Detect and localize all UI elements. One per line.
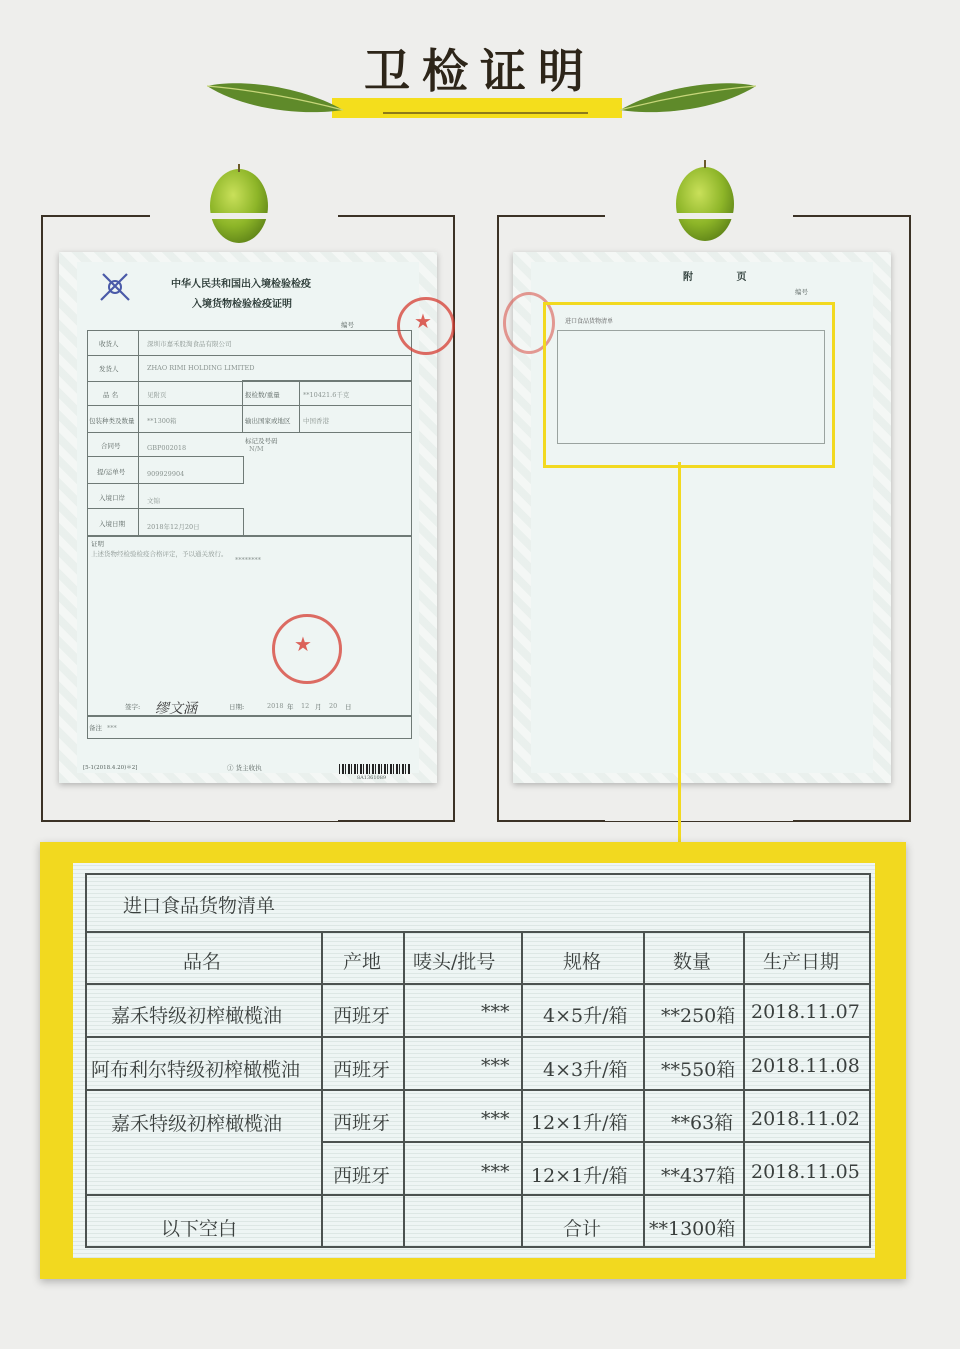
sign-day-unit: 日 (345, 703, 352, 711)
row-2-origin: 西班牙 (333, 1059, 391, 1081)
row-3-name: 嘉禾特级初榨橄榄油 (111, 1113, 283, 1135)
row-1-spec: 4×5升/箱 (543, 1005, 628, 1027)
appendix-heading: 附 页 (683, 272, 767, 283)
row-4-spec: 12×1升/箱 (531, 1165, 628, 1187)
row-3-mark: *** (481, 1108, 510, 1130)
remarks-label: 备注 (89, 724, 102, 732)
barcode (339, 764, 411, 774)
declared-qty-label: 报检数/重量 (245, 391, 280, 399)
col-header-name: 品名 (183, 951, 222, 973)
cert-heading-2: 入境货物检验检疫证明 (192, 299, 292, 310)
declared-qty-value: **10421.6千克 (303, 391, 350, 399)
row-4-mark: *** (481, 1161, 510, 1183)
goods-list-table (81, 873, 871, 1248)
row-1-name: 嘉禾特级初榨橄榄油 (111, 1005, 283, 1027)
footer-copy-label: ① 货主收执 (227, 764, 262, 772)
cert-number-label: 编号 (341, 321, 354, 329)
row-2-spec: 4×3升/箱 (543, 1059, 628, 1081)
bill-label: 提/运单号 (97, 468, 126, 476)
sign-year: 2018 (267, 702, 284, 710)
zoom-table-title: 进口食品货物清单 (123, 895, 276, 917)
footer-code: [5-1(2018.4.20)＊2] (83, 765, 138, 771)
sign-month-unit: 月 (315, 703, 322, 711)
row-2-mark: *** (481, 1055, 510, 1077)
row-3-origin: 西班牙 (333, 1112, 391, 1134)
appendix-number-label: 编号 (795, 288, 808, 296)
row-4-date: 2018.11.05 (751, 1161, 860, 1183)
row-1-mark: *** (481, 1001, 510, 1023)
consignor-label: 发货人 (99, 365, 119, 373)
sign-year-unit: 年 (287, 703, 294, 711)
product-label: 品 名 (103, 391, 119, 399)
contract-label: 合同号 (101, 442, 121, 450)
origin-label: 输出国家或地区 (245, 417, 291, 425)
packing-value: **1300箱 (147, 417, 177, 425)
barcode-text: 8A1361089 (357, 775, 387, 781)
date-label: 入境日期 (99, 520, 125, 528)
row-3-spec: 12×1升/箱 (531, 1112, 628, 1134)
col-header-mark: 唛头/批号 (413, 951, 496, 973)
row-2-name: 阿布利尔特级初榨橄榄油 (91, 1059, 301, 1081)
cert-text: 上述货物经检验检疫合格评定，予以通关放行。 (91, 550, 228, 558)
left-certificate (59, 252, 437, 783)
consignor-value: ZHAO RIMI HOLDING LIMITED (147, 364, 255, 372)
col-header-origin: 产地 (343, 951, 382, 973)
signature: 缪文涵 (155, 701, 197, 717)
total-value: **1300箱 (649, 1218, 736, 1240)
stamp-star-icon: ★ (414, 309, 432, 333)
stamp-star-icon-2: ★ (294, 632, 312, 656)
row-2-qty: **550箱 (661, 1059, 736, 1081)
col-header-qty: 数量 (673, 951, 712, 973)
signature-label: 签字: (125, 703, 141, 711)
row-4-qty: **437箱 (661, 1165, 736, 1187)
packing-label: 包装种类及数量 (89, 417, 135, 425)
consignee-value: 深圳市嘉禾股淘食品有限公司 (147, 340, 232, 348)
table-blank-note: 以下空白 (161, 1218, 238, 1240)
row-1-origin: 西班牙 (333, 1005, 391, 1027)
row-3-qty: **63箱 (671, 1112, 734, 1134)
highlight-box (543, 302, 835, 468)
col-header-spec: 规格 (563, 951, 602, 973)
port-value: 文锦 (147, 497, 160, 505)
marks-value: N/M (249, 445, 264, 453)
product-value: 见附页 (147, 391, 167, 399)
cert-heading-1: 中华人民共和国出入境检验检疫 (171, 279, 311, 290)
total-label: 合计 (563, 1218, 602, 1240)
marks-label: 标记及号码 (245, 437, 278, 445)
olive-leaf-left-icon (205, 78, 345, 118)
title-underline-band (332, 98, 622, 118)
remarks-value: *** (107, 724, 117, 732)
zoom-card (73, 863, 875, 1258)
origin-value: 中国香港 (303, 417, 329, 425)
ciq-emblem-icon (97, 270, 133, 304)
row-3-date: 2018.11.02 (751, 1108, 860, 1130)
connector-line (678, 462, 681, 865)
consignee-label: 收货人 (99, 340, 119, 348)
sign-date-label: 日期: (229, 703, 245, 711)
port-label: 入境口岸 (99, 494, 125, 502)
mini-table-title: 进口食品货物清单 (565, 318, 614, 325)
date-value: 2018年12月20日 (147, 523, 200, 531)
row-1-date: 2018.11.07 (751, 1001, 860, 1023)
cert-asterisks: ******** (235, 556, 261, 564)
contract-value: GBP002018 (147, 444, 187, 452)
row-2-date: 2018.11.08 (751, 1055, 860, 1077)
row-4-origin: 西班牙 (333, 1165, 391, 1187)
page-title: 卫检证明 (364, 44, 596, 98)
bill-value: 909929904 (147, 470, 185, 478)
col-header-date: 生产日期 (763, 951, 840, 973)
row-1-qty: **250箱 (661, 1005, 736, 1027)
title-underline-line (383, 112, 588, 114)
olive-leaf-right-icon (618, 78, 758, 118)
cert-label: 证明 (91, 540, 104, 548)
sign-month: 12 (301, 702, 310, 710)
sign-day: 20 (329, 702, 338, 710)
